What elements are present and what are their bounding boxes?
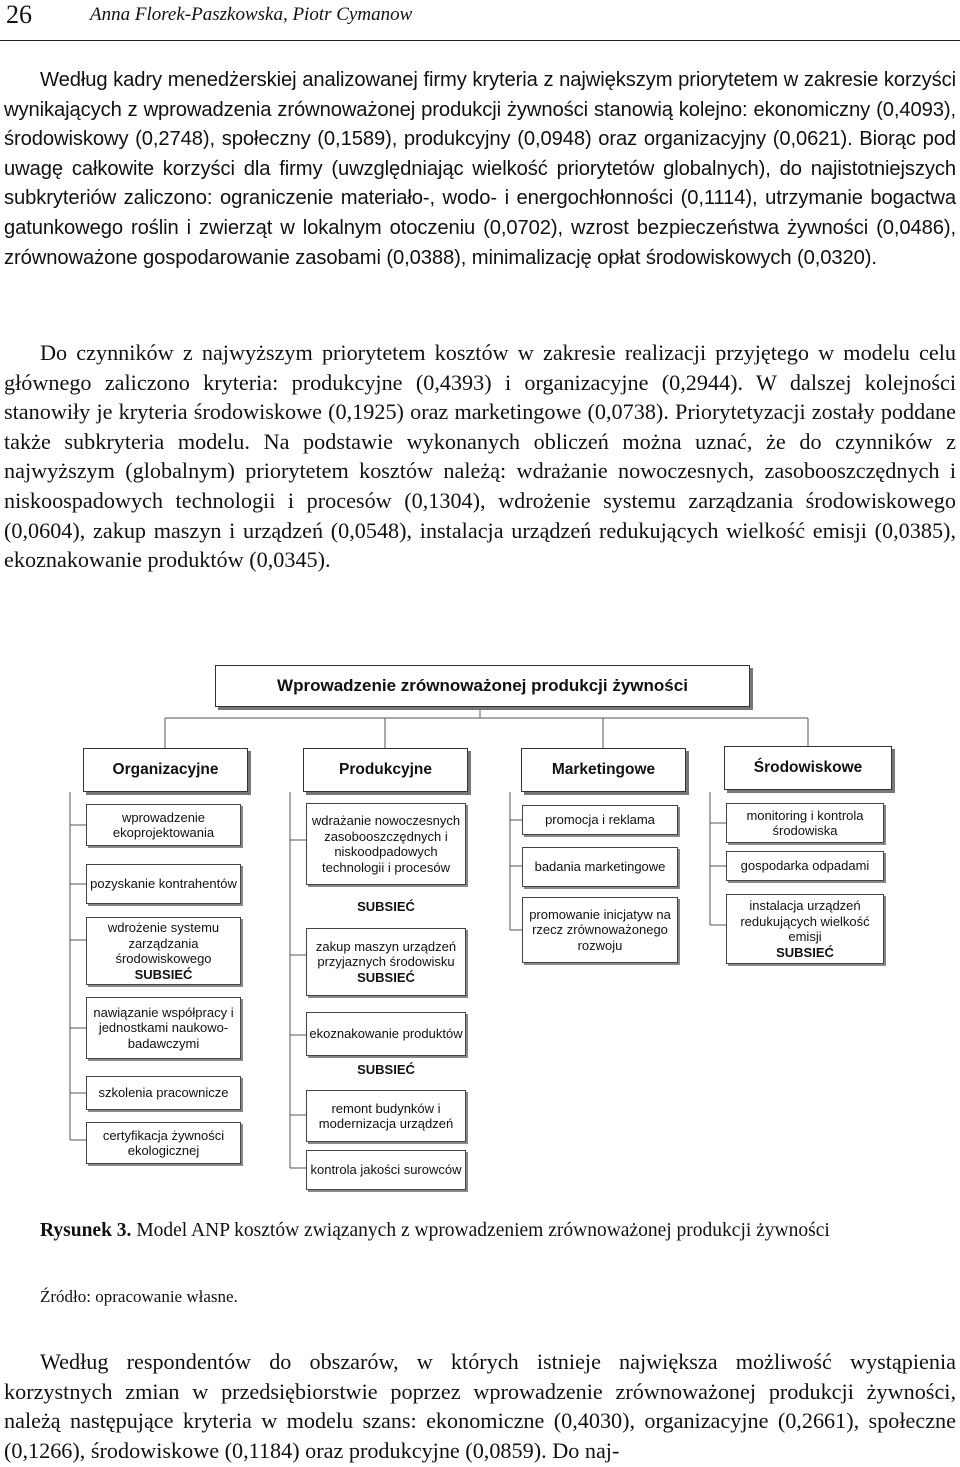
figure-caption bbox=[40, 1217, 920, 1244]
figure-label: Rysunek 3. bbox=[40, 1220, 132, 1241]
subcriterion-label: promowanie inicjatyw na rzecz zrównoważonego rozwoju bbox=[529, 906, 671, 953]
subcriterion-label: monitoring i kontrola środowiska bbox=[746, 807, 864, 838]
subcriterion-label: badania marketingowe bbox=[534, 859, 666, 875]
paragraph-1: Według kadry menedżerskiej analizowanej firmy kryteria z największym priorytetem w zakresie korzyści wynikających z wprowadzenia zrównoważonej produkcji żywności stanowią kolejno: ekonomiczny (0,4093), środowiskowy (0,2748), społeczny (0,1589), produkcyjny (0,0948) oraz organizacyjny (0,0621). Biorąc pod uwagę całkowite korzyści dla firmy (uwzględniając wielkość priorytetów globalnych), do najistotniejszych subkryteriów zaliczono: ograniczenie materiało-, wodo- i energochłonności (0,1114), utrzymanie bogactwa gatunkowego roślin i zwierząt w lokalnym otoczeniu (0,0702), wzrost bezpieczeństwa żywności (0,0486), zrównoważone gospodarowanie zasobami (0,0388), minimalizację opłat środowiskowych (0,0320). bbox=[4, 69, 956, 269]
goal-box bbox=[215, 665, 750, 707]
subcriterion-label: ekoznakowanie produktów bbox=[309, 1026, 463, 1042]
mark-subcriterion-1 bbox=[522, 805, 678, 835]
org-subcriterion-2 bbox=[86, 864, 241, 904]
subsiec-label: SUBSIEĆ bbox=[134, 966, 193, 982]
category-label: Środowiskowe bbox=[753, 759, 863, 776]
subcriterion-label: szkolenia pracownicze bbox=[98, 1085, 229, 1101]
org-subcriterion-3 bbox=[86, 917, 241, 985]
running-head: Anna Florek-Paszkowska, Piotr Cymanow bbox=[90, 4, 413, 25]
subsiec-label: SUBSIEĆ bbox=[357, 1062, 415, 1078]
category-organizacyjne bbox=[83, 748, 248, 792]
prod-subsiec-1 bbox=[306, 897, 466, 917]
prod-subsiec-3 bbox=[306, 1060, 466, 1080]
org-subcriterion-5 bbox=[86, 1076, 241, 1110]
subcriterion-label: kontrola jakości surowców bbox=[310, 1162, 462, 1178]
prod-subcriterion-1 bbox=[306, 803, 466, 885]
subcriterion-label: zakup maszyn urządzeń przyjaznych środowisku bbox=[315, 938, 457, 970]
category-srodowiskowe bbox=[724, 746, 892, 790]
category-produkcyjne bbox=[303, 748, 468, 792]
subsiec-label: SUBSIEĆ bbox=[357, 969, 415, 985]
goal-label: Wprowadzenie zrównoważonej produkcji żywności bbox=[277, 676, 688, 695]
org-subcriterion-1 bbox=[86, 804, 241, 846]
mark-subcriterion-2 bbox=[522, 847, 678, 887]
env-subcriterion-3 bbox=[726, 894, 884, 964]
figure-source: Źródło: opracowanie własne. bbox=[40, 1287, 238, 1306]
page-number: 26 bbox=[6, 0, 32, 29]
paragraph-3: Według respondentów do obszarów, w których istnieje największa możliwość wystąpienia korzystnych zmian w przedsiębiorstwie poprzez wprowadzenie zrównoważonej produkcji żywności, należą następujące kryteria w modelu szans: ekonomiczne (0,4030), organizacyjne (0,2661), społeczne (0,1266), środowiskowe (0,1184) oraz produkcyjne (0,0859). Do naj- bbox=[4, 1349, 956, 1463]
subsiec-label: SUBSIEĆ bbox=[357, 899, 415, 915]
subcriterion-label: remont budynków i modernizacja urządzeń bbox=[318, 1100, 454, 1131]
category-label: Organizacyjne bbox=[112, 761, 219, 778]
figure-caption-text: Model ANP kosztów związanych z wprowadzeniem zrównoważonej produkcji żywności bbox=[131, 1220, 830, 1241]
env-subcriterion-1 bbox=[726, 803, 884, 843]
category-label: Produkcyjne bbox=[338, 761, 433, 778]
paragraph-2: Do czynników z najwyższym priorytetem kosztów w zakresie realizacji przyjętego w modelu celu głównego zaliczono kryteria: produkcyjne (0,4393) i organizacyjne (0,2944). W dalszej kolejności stanowiły je kryteria środowiskowe (0,1925) oraz marketingowe (0,0738). Priorytetyzacji zostały poddane także subkryteria modelu. Na podstawie wykonanych obliczeń można uznać, że do czynników z najwyższym (globalnym) priorytetem kosztów należą: wdrażanie nowoczesnych, zasobooszczędnych i niskoospadowych technologii i procesów (0,1304), wdrożenie systemu zarządzania środowiskowego (0,0604), zakup maszyn i urządzeń (0,0548), instalacja urządzeń redukujących wielkość emisji (0,0385), ekoznakowanie produktów (0,0345). bbox=[4, 340, 956, 573]
prod-subcriterion-2 bbox=[306, 928, 466, 996]
subcriterion-label: wprowadzenie ekoprojektowania bbox=[112, 809, 215, 840]
subcriterion-label: promocja i reklama bbox=[545, 812, 655, 828]
category-marketingowe bbox=[521, 748, 686, 792]
prod-subcriterion-5 bbox=[306, 1150, 466, 1190]
env-subcriterion-2 bbox=[726, 851, 884, 881]
subcriterion-label: pozyskanie kontrahentów bbox=[90, 876, 237, 892]
subcriterion-label: gospodarka odpadami bbox=[740, 858, 870, 874]
prod-subcriterion-3 bbox=[306, 1012, 466, 1056]
category-label: Marketingowe bbox=[551, 761, 656, 778]
subcriterion-label: wdrożenie systemu zarządzania środowiskowego bbox=[107, 920, 220, 966]
subsiec-label: SUBSIEĆ bbox=[776, 944, 834, 960]
subcriterion-label: wdrażanie nowoczesnych zasobooszczędnych i niskoodpadowych technologii i procesów bbox=[311, 813, 461, 875]
org-subcriterion-6 bbox=[86, 1122, 241, 1164]
mark-subcriterion-3 bbox=[522, 897, 678, 963]
prod-subcriterion-4 bbox=[306, 1090, 466, 1142]
subcriterion-label: certyfikacja żywności ekologicznej bbox=[102, 1127, 225, 1158]
org-subcriterion-4 bbox=[86, 997, 241, 1059]
subcriterion-label: instalacja urządzeń redukujących wielkość emisji bbox=[740, 898, 870, 944]
subcriterion-label: nawiązanie współpracy i jednostkami naukowo-badawczymi bbox=[93, 1004, 234, 1051]
